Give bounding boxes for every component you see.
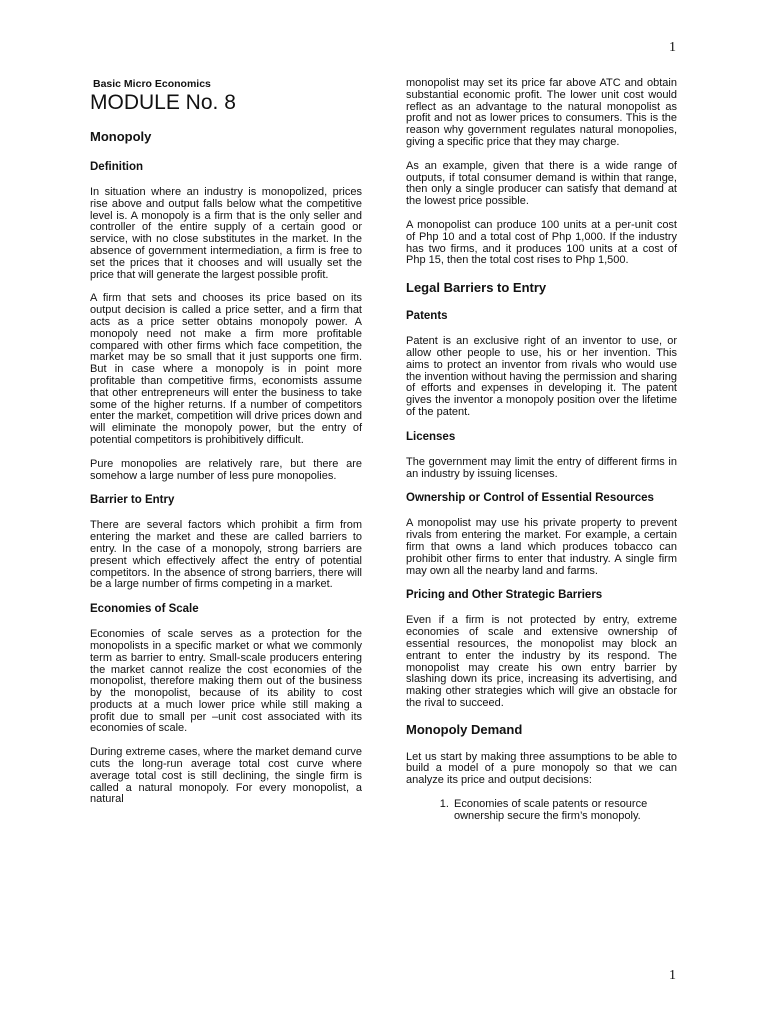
- assumptions-list: [406, 799, 677, 823]
- legal-barriers-heading: Legal Barriers to Entry: [406, 280, 547, 296]
- licenses-heading: Licenses: [406, 430, 456, 443]
- cost-example-paragraph: A monopolist can produce 100 units at a per-unit cost of Php 10 and a total cost of Php 1,000. If the industry has two firms, and it produces 100 units at a cost of Php 15, then the total cost rises to Php 1,500.: [406, 218, 677, 267]
- module-title: Monopoly: [90, 129, 152, 144]
- page-number-bottom: 1: [669, 968, 676, 983]
- left-column: [90, 78, 362, 818]
- ownership-heading: Ownership or Control of Essential Resources: [406, 492, 654, 505]
- course-name: Basic Micro Economics: [93, 78, 211, 90]
- natural-monopoly-paragraph: monopolist may set its price far above ATC and obtain substantial economic profit. The lower unit cost would reflect as an advantage to the natural monopolist as profit and not as lower prices to consumers. This is the reason why government regulates natural monopolies, giving a specific price that they may charge.: [406, 77, 677, 148]
- page-number-top: 1: [669, 40, 676, 55]
- economies-heading: Economies of Scale: [90, 603, 199, 616]
- list-item: 1. Economies of scale patents or resource ownership secure the firm’s monopoly.: [452, 799, 677, 823]
- module-number: MODULE No. 8: [90, 91, 236, 114]
- right-column: [406, 78, 677, 823]
- economies-paragraph-1: Economies of scale serves as a protection for the monopolists in a specific market or what we commonly term as barrier to entry. Small-scale producers entering the market cannot realize the cost economies of the monopolist, therefore making them out of the business by the monopolist, because of its ability to cost products at a much lower price while still making a profit due to small per –unit cost associated with its economies of scale.: [90, 628, 362, 735]
- licenses-paragraph: The government may limit the entry of different firms in an industry by issuing licenses.: [406, 455, 677, 480]
- definition-paragraph-1: In situation where an industry is monopolized, prices rise above and output falls below what the competitive level is. A monopoly is a firm that is the only seller and controller of the entire supply of a certain good or service, with no close substitutes in the market. In the absence of government intermediation, a firm is free to set the prices that it chooses and will usually set the price that will generate the largest possible profit.: [90, 186, 362, 281]
- ownership-paragraph: A monopolist may use his private property to prevent rivals from entering the market. For example, a certain firm that owns a land which produces tobacco can prohibit other firms to enter that industry. A single firm may own all the nearby land and farms.: [406, 517, 677, 577]
- monopoly-demand-heading: Monopoly Demand: [406, 721, 523, 737]
- economies-paragraph-2: During extreme cases, where the market demand curve cuts the long-run average total cost curve where average total cost is still declining, the single firm is called a natural monopoly. For every monopolist, a natural: [90, 746, 362, 806]
- demand-paragraph: Let us start by making three assumptions to be able to build a model of a pure monopoly so that we can analyze its price and output decisions:: [406, 750, 677, 787]
- barrier-heading: Barrier to Entry: [90, 494, 175, 507]
- patents-heading: Patents: [406, 310, 448, 323]
- definition-paragraph-2: A firm that sets and chooses its price based on its output decision is called a price setter, and a firm that acts as a price setter obtains monopoly power. A monopoly need not make a firm more profitable compared with other firms which face competition, the market may be so small that it just supports one firm. But in case where a monopoly is in point more profitable than competitive firms, economists assume that other entrepreneurs will enter the business to take some of the higher returns. If a number of competitors enter the market, competition will drive prices down and will eliminate the monopoly power, but the entry of potential competitors is prohibitively difficult.: [90, 292, 362, 446]
- example-paragraph: As an example, given that there is a wide range of outputs, if total consumer demand is within that range, then only a single producer can satisfy that demand at the lowest price possible.: [406, 159, 677, 208]
- pricing-heading: Pricing and Other Strategic Barriers: [406, 589, 603, 602]
- pricing-paragraph: Even if a firm is not protected by entry, extreme economies of scale and extensive ownership of essential resources, the monopolist may block an entrant to enter the industry by its respond. The monopolist may create his own entry barrier by slashing down its price, increasing its advertising, and making other strategies which will give an obstacle for the rival to succeed.: [406, 614, 677, 709]
- barrier-paragraph: There are several factors which prohibit a firm from entering the market and these are called barriers to entry. In the case of a monopoly, strong barriers are present which effectively affect the entry of potential competitors. In the absence of strong barriers, there will be a large number of firms competing in a market.: [90, 519, 362, 591]
- definition-heading: Definition: [90, 161, 144, 173]
- definition-paragraph-3: Pure monopolies are relatively rare, but there are somehow a large number of less pure monopolies.: [90, 457, 362, 482]
- patents-paragraph: Patent is an exclusive right of an inventor to use, or allow other people to use, his or her invention. This aims to protect an inventor from rivals who would use the invention without having the permission and sharing of efforts and expenses in developing it. The patent gives the inventor a monopoly position over the lifetime of the patent.: [406, 335, 677, 418]
